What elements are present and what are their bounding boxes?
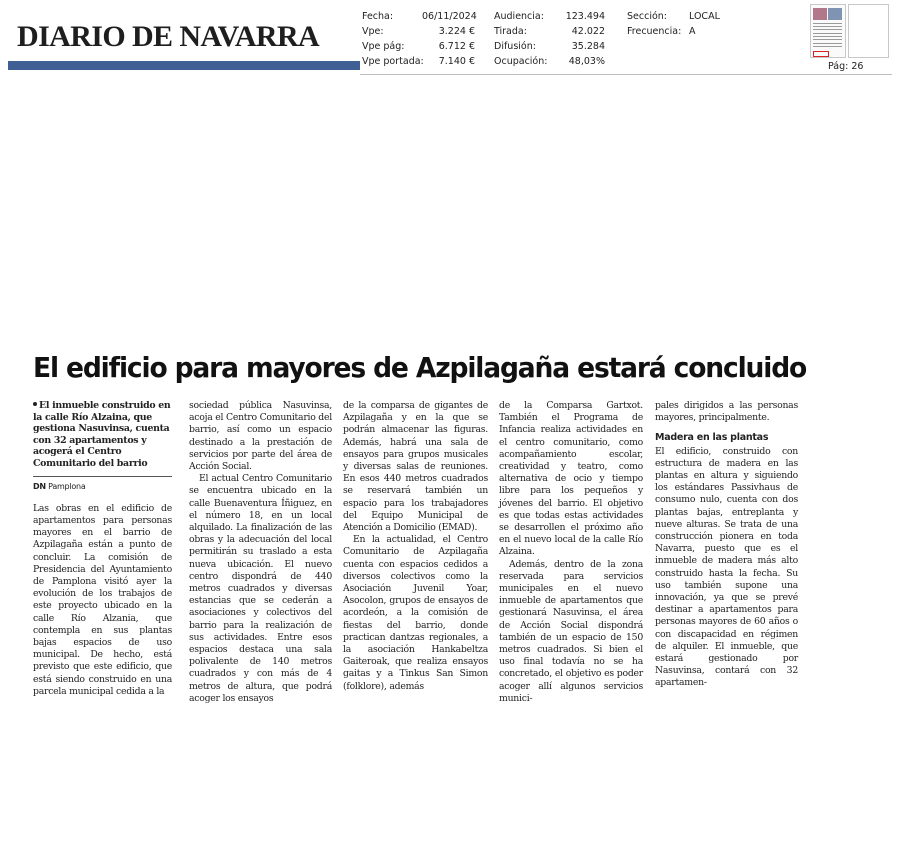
byline-author: DN bbox=[33, 481, 46, 491]
article-paragraph: de la comparsa de gigantes de Azpilagaña y en la que se podrán almacenar las figuras. Además, habrá una sala de ensayos para grupos musicales y diversas salas de reuniones. En esos 440 metros cuadrados se reservará también un espacio para los trabajadores del Equipo Municipal de Atención a Domicilio (EMAD). bbox=[343, 400, 488, 534]
meta-label: Fecha: bbox=[362, 11, 394, 22]
thumbnail-line bbox=[813, 46, 842, 47]
thumbnail-line bbox=[813, 39, 842, 40]
thumbnail-line bbox=[813, 43, 842, 44]
article-paragraph: pales dirigidos a las personas mayores, principalmente. bbox=[655, 400, 798, 424]
article-paragraph: sociedad pública Nasuvinsa, acoja el Centro Comunitario del barrio, así como un espacio destinado a la prestación de servicios por parte del área de Acción Social. bbox=[189, 400, 332, 473]
article-subheading: Madera en las plantas bbox=[655, 432, 769, 444]
article-paragraph: Las obras en el edificio de apartamentos para personas mayores en el barrio de Azpilagaña están a punto de concluir. La comisión de Presidencia del Ayuntamiento de Pamplona visitó ayer la evolución de los trabajos de este proyecto ubicado en la calle Río Alzania, que contempla en sus plantas bajas espacios de uso municipal. De hecho, está previsto que este edificio, que está siendo construido en una parcela municipal cedida a la bbox=[33, 502, 172, 697]
thumbnail-line bbox=[813, 29, 842, 30]
meta-label: Vpe pág: bbox=[362, 41, 405, 52]
article-byline bbox=[33, 481, 172, 493]
masthead-bar bbox=[8, 61, 360, 70]
thumbnail-highlight bbox=[813, 51, 829, 57]
meta-block-section bbox=[627, 9, 729, 39]
meta-block-audience bbox=[494, 9, 605, 69]
meta-block-dates bbox=[362, 9, 475, 69]
meta-value: A bbox=[689, 26, 696, 37]
article-lead bbox=[33, 400, 172, 470]
article-column-5 bbox=[655, 400, 798, 690]
meta-label: Tirada: bbox=[494, 26, 527, 37]
meta-value: LOCAL bbox=[689, 11, 720, 22]
meta-label: Difusión: bbox=[494, 41, 536, 52]
meta-value: 06/11/2024 bbox=[422, 11, 477, 22]
meta-label: Sección: bbox=[627, 11, 667, 22]
thumbnail-line bbox=[813, 26, 842, 27]
meta-value: 7.140 € bbox=[438, 56, 475, 67]
article-column-2 bbox=[189, 400, 332, 705]
thumbnail-photo bbox=[813, 8, 827, 20]
article-paragraph: El actual Centro Comunitario se encuentra ubicado en la calle Buenaventura Íñiguez, en el número 18, en un local alquilado. La finalización de las obras y la adecuación del local permitirán su traslado a esta nueva ubicación. El nuevo centro dispondrá de 440 metros cuadrados y diversas estancias que se cederán a asociaciones y colectivos del barrio para la realización de sus actividades. Entre esos espacios destaca una sala polivalente de 140 metros cuadrados y con más de 4 metros de altura, que podrá acoger los ensayos bbox=[189, 473, 332, 704]
thumbnail-line bbox=[813, 36, 842, 37]
article-paragraph: Además, dentro de la zona reservada para servicios municipales en el nuevo inmueble de apartamentos que gestionará Nasuvinsa, el área de Acción Social dispondrá también de un espacio de 150 metros cuadrados. Si bien el uso final todavía no se ha concretado, el objetivo es poder acoger allí algunos servicios munici- bbox=[499, 558, 643, 704]
article-paragraph: El edificio, construido con estructura de madera en las plantas en altura y siguiendo los estándares Passivhaus de consumo nulo, cuenta con dos plantas bajas, entreplanta y nueve alturas. Se trata de una construcción pionera en toda Navarra, puesto que es el inmueble de madera más alto construido hasta la fecha. Su uso también supone una innovación, ya que se prevé destinar a apartamentos para personas mayores de 60 años o con discapacidad en régimen de alquiler. El inmueble, que estará gestionado por Nasuvinsa, contará con 32 apartamen- bbox=[655, 445, 798, 689]
meta-label: Audiencia: bbox=[494, 11, 544, 22]
page-thumbnail-current[interactable] bbox=[810, 4, 846, 58]
meta-value: 42.022 bbox=[571, 26, 605, 37]
lead-text: El inmueble construido en la calle Río Alzaina, que gestiona Nasuvinsa, cuenta con 32 apartamentos y acogerá el Centro Comunitario del barrio bbox=[33, 400, 171, 469]
article-column-1 bbox=[33, 400, 172, 698]
meta-label: Ocupación: bbox=[494, 56, 548, 67]
meta-value: 35.284 bbox=[571, 41, 605, 52]
header-divider bbox=[360, 74, 892, 75]
article-column-4 bbox=[499, 400, 643, 705]
meta-label: Vpe: bbox=[362, 26, 384, 37]
meta-value: 48,03% bbox=[568, 56, 605, 67]
article-paragraph: de la Comparsa Gartxot. También el Programa de Infancia realiza actividades en el centro comunitario, como acompañamiento escolar, creatividad y teatro, como alternativa de ocio y tiempo libre para los pequeños y jóvenes del barrio. El objetivo es que todas estas actividades se desarrollen el próximo año en el nuevo local de la calle Río Alzaina. bbox=[499, 400, 643, 558]
bullet-icon bbox=[33, 402, 37, 406]
page-thumbnail-blank[interactable] bbox=[848, 4, 889, 58]
article-paragraph: En la actualidad, el Centro Comunitario de Azpilagaña cuenta con espacios cedidos a diversos colectivos como la Asociación Juvenil Yoar, Asocolon, grupos de ensayos de acordeón, a la comisión de fiestas del barrio, donde practican dantzas regionales, a la asociación Hankabeltza Gaiteroak, que realiza ensayos gaitas y a Tinkus San Simon (folklore), además bbox=[343, 534, 488, 692]
meta-label: Frecuencia: bbox=[627, 26, 682, 37]
meta-label: Vpe portada: bbox=[362, 56, 424, 67]
article-column-3 bbox=[343, 400, 488, 693]
byline-divider bbox=[33, 476, 172, 477]
thumbnail-line bbox=[813, 33, 842, 34]
thumbnail-photo bbox=[828, 8, 842, 20]
thumbnail-line bbox=[813, 23, 842, 24]
article-headline: El edificio para mayores de Azpilagaña estará concluido bbox=[33, 352, 807, 384]
byline-place: Pamplona bbox=[45, 481, 86, 491]
meta-value: 3.224 € bbox=[438, 26, 475, 37]
masthead-logo: DIARIO DE NAVARRA bbox=[17, 20, 320, 53]
page-number: Pág: 26 bbox=[828, 61, 864, 72]
meta-value: 6.712 € bbox=[438, 41, 475, 52]
meta-value: 123.494 bbox=[565, 11, 605, 22]
